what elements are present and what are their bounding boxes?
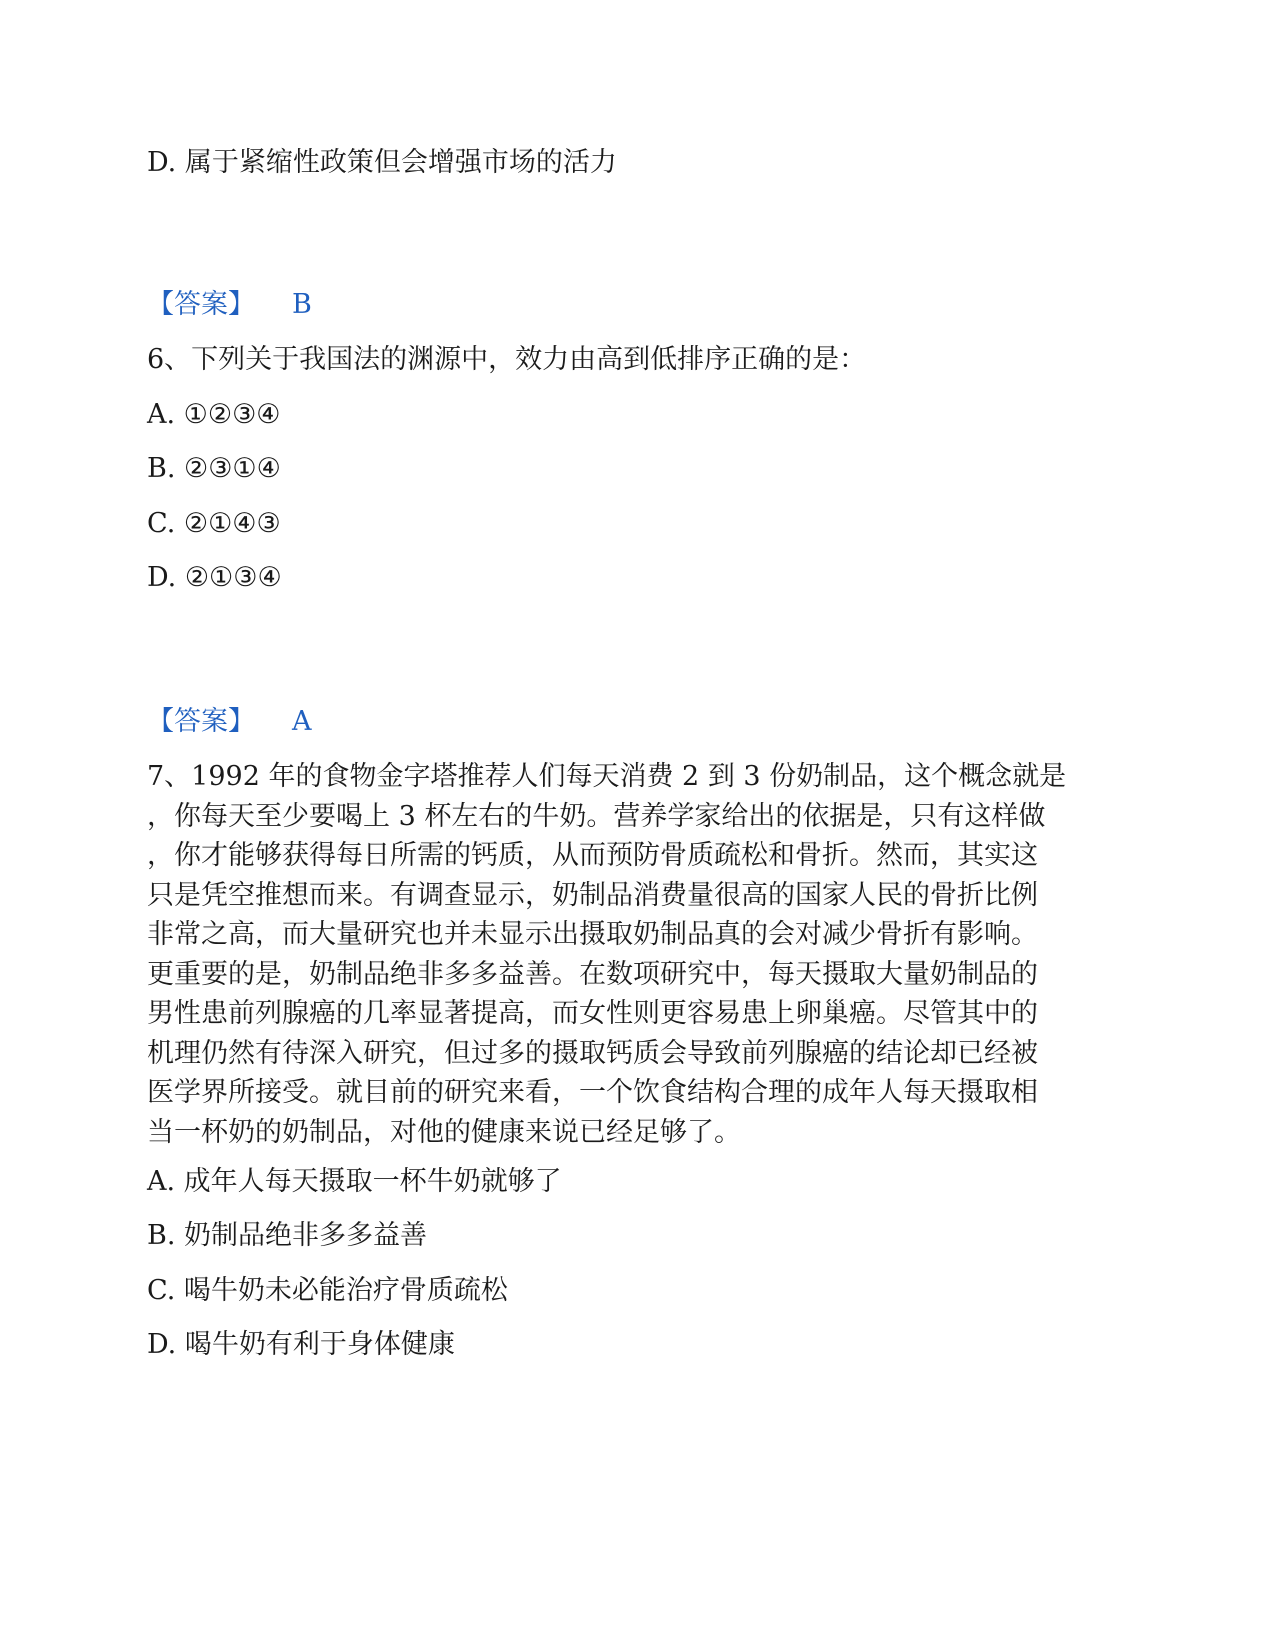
q7-stem-line: 更重要的是，奶制品绝非多多益善。在数项研究中，每天摄取大量奶制品的: [147, 958, 1038, 990]
q7-stem-line: 只是凭空推想而来。有调查显示，奶制品消费量很高的国家人民的骨折比例: [147, 879, 1038, 911]
q7-stem-line: ，你才能够获得每日所需的钙质，从而预防骨质疏松和骨折。然而，其实这: [147, 840, 1038, 871]
q7-stem-line: 机理仍然有待深入研究，但过多的摄取钙质会导致前列腺癌的结论却已经被: [147, 1037, 1038, 1069]
answer-tag: 【答案】: [147, 706, 255, 737]
q7-stem-line: 医学界所接受。就目前的研究来看，一个饮食结构合理的成年人每天摄取相: [147, 1077, 1038, 1108]
q6-option-a: A. ①②③④: [147, 399, 281, 430]
answer-letter: A: [292, 706, 312, 737]
q7-option-b: B. 奶制品绝非多多益善: [147, 1220, 428, 1251]
q6-stem: 6、下列关于我国法的渊源中，效力由高到低排序正确的是：: [147, 344, 867, 375]
answer-tag: 【答案】: [147, 289, 255, 320]
q7-stem-line: 当一杯奶的奶制品，对他的健康来说已经足够了。: [147, 1116, 741, 1148]
q7-option-d: D. 喝牛奶有利于身体健康: [147, 1329, 455, 1360]
q7-option-c: C. 喝牛奶未必能治疗骨质疏松: [147, 1275, 508, 1306]
q6-option-b: B. ②③①④: [147, 453, 281, 484]
q7-stem-line: 7、1992 年的食物金字塔推荐人们每天消费 2 到 3 份奶制品，这个概念就是: [147, 761, 1067, 792]
q6-option-c: C. ②①④③: [147, 508, 281, 539]
q7-stem-line: ，你每天至少要喝上 3 杯左右的牛奶。营养学家给出的依据是，只有这样做: [147, 800, 1046, 832]
q7-stem-line: 男性患前列腺癌的几率显著提高，而女性则更容易患上卵巢癌。尽管其中的: [147, 998, 1038, 1029]
q7-stem-line: 非常之高，而大量研究也并未显示出摄取奶制品真的会对减少骨折有影响。: [147, 919, 1038, 950]
q7-option-a: A. 成年人每天摄取一杯牛奶就够了: [147, 1166, 562, 1197]
q6-option-d: D. ②①③④: [147, 562, 282, 593]
q5-option-d: D. 属于紧缩性政策但会增强市场的活力: [147, 147, 617, 178]
q7-stem: [147, 757, 1127, 1152]
answer-letter: B: [292, 289, 312, 320]
